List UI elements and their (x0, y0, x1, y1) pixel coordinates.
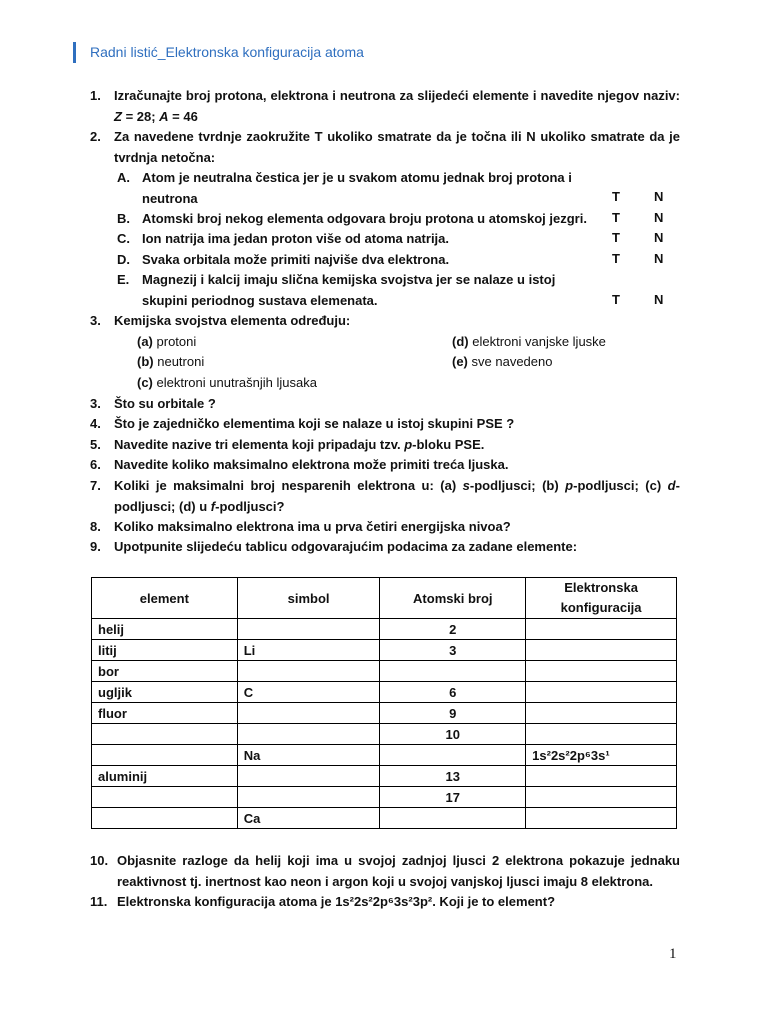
table-cell: 6 (380, 682, 526, 703)
table-header-row (92, 578, 677, 619)
question-number: 1. (90, 88, 101, 103)
question-text: Izračunajte broj protona, elektrona i neutrona za slijedeći elemente i navedite njegov naziv: Z = 28; A = 46 (114, 88, 680, 124)
table-cell (526, 682, 677, 703)
false-option[interactable]: N (654, 189, 664, 204)
table-cell (92, 808, 238, 829)
table-cell: ugljik (92, 682, 238, 703)
option-b: (b) neutroni (137, 354, 205, 369)
table-row (92, 640, 677, 661)
question-text: Što je zajedničko elementima koji se nalaze u istoj skupini PSE ? (114, 416, 515, 431)
question-text: Kemijska svojstva elementa određuju: (114, 313, 351, 328)
table-row (92, 661, 677, 682)
table-cell (526, 808, 677, 829)
question-text: Koliki je maksimalni broj nesparenih elektrona u: (a) s-podljusci; (b) p-podljusci; (c) d-podljusci; (d) u f-podljusci? (114, 478, 680, 514)
table-cell: C (237, 682, 380, 703)
table-cell: Na (237, 745, 380, 766)
table-cell (526, 766, 677, 787)
table-cell: aluminij (92, 766, 238, 787)
table-cell (92, 787, 238, 808)
question-number: 9. (90, 539, 101, 554)
question-number: 8. (90, 519, 101, 534)
question-number: 4. (90, 416, 101, 431)
column-header: Elektronska konfiguracija (526, 578, 677, 619)
table-cell: litij (92, 640, 238, 661)
table-cell (380, 808, 526, 829)
table-row (92, 787, 677, 808)
column-header: element (92, 578, 238, 619)
question-text: Elektronska konfiguracija atoma je 1s²2s²2p⁶3s²3p². Koji je to element? (117, 894, 556, 909)
table-cell: Li (237, 640, 380, 661)
false-option[interactable]: N (654, 292, 664, 307)
table-cell: 13 (380, 766, 526, 787)
option-c: (c) elektroni unutrašnjih ljusaka (137, 375, 317, 390)
column-header: simbol (237, 578, 380, 619)
table-row (92, 682, 677, 703)
table-cell: 17 (380, 787, 526, 808)
question-number: 6. (90, 457, 101, 472)
option-e: (e) sve navedeno (452, 354, 553, 369)
table-cell (237, 724, 380, 745)
question-7 (90, 476, 680, 518)
column-header: Atomski broj (380, 578, 526, 619)
table-cell (92, 724, 238, 745)
table-cell (526, 787, 677, 808)
question-number: 5. (90, 437, 101, 452)
table-cell: fluor (92, 703, 238, 724)
question-text: Koliko maksimalno elektrona ima u prva četiri energijska nivoa? (114, 519, 511, 534)
table-row (92, 808, 677, 829)
table-cell: bor (92, 661, 238, 682)
table-cell: 9 (380, 703, 526, 724)
table-cell: Ca (237, 808, 380, 829)
table-cell (237, 766, 380, 787)
table-cell: 1s²2s²2p⁶3s¹ (526, 745, 677, 766)
table-cell: 3 (380, 640, 526, 661)
question-text: Za navedene tvrdnje zaokružite T ukoliko smatrate da je točna ili N ukoliko smatrate da je tvrdnja netočna: (114, 129, 680, 165)
question-number: 7. (90, 478, 101, 493)
table-cell: 2 (380, 619, 526, 640)
table-cell (526, 619, 677, 640)
table-cell (237, 703, 380, 724)
false-option[interactable]: N (654, 210, 664, 225)
table-row (92, 766, 677, 787)
question-text: Navedite koliko maksimalno elektrona može primiti treća ljuska. (114, 457, 509, 472)
true-option[interactable]: T (612, 230, 620, 245)
question-number: 11. (90, 894, 108, 909)
option-d: (d) elektroni vanjske ljuske (452, 334, 606, 349)
question-number: 2. (90, 129, 101, 144)
question-number: 10. (90, 853, 109, 868)
table-row (92, 703, 677, 724)
question-2 (90, 127, 680, 169)
true-option[interactable]: T (612, 251, 620, 266)
false-option[interactable]: N (654, 230, 664, 245)
elements-table (91, 577, 677, 829)
table-cell (237, 619, 380, 640)
question-text: Navedite nazive tri elementa koji pripadaju tzv. p-bloku PSE. (114, 437, 485, 452)
table-cell (237, 661, 380, 682)
table-row (92, 745, 677, 766)
table-row (92, 724, 677, 745)
table-cell (526, 640, 677, 661)
document-header: Radni listić_Elektronska konfiguracija atoma (73, 42, 364, 63)
table-cell (380, 661, 526, 682)
table-cell (526, 724, 677, 745)
question-10 (90, 851, 680, 893)
table-cell (526, 703, 677, 724)
question-text: Što su orbitale ? (114, 396, 216, 411)
table-cell (237, 787, 380, 808)
table-cell (380, 745, 526, 766)
table-cell: 10 (380, 724, 526, 745)
question-text: Upotpunite slijedeću tablicu odgovarajućim podacima za zadane elemente: (114, 539, 578, 554)
false-option[interactable]: N (654, 251, 664, 266)
question-number: 3. (90, 313, 101, 328)
table-row (92, 619, 677, 640)
table-cell (526, 661, 677, 682)
true-option[interactable]: T (612, 210, 620, 225)
question-number: 3. (90, 396, 101, 411)
table-cell (92, 745, 238, 766)
true-option[interactable]: T (612, 189, 620, 204)
true-option[interactable]: T (612, 292, 620, 307)
page-number: 1 (669, 946, 677, 962)
table-cell: helij (92, 619, 238, 640)
question-1 (90, 86, 680, 128)
question-text: Objasnite razloge da helij koji ima u svojoj zadnjoj ljusci 2 elektrona pokazuje jednaku reaktivnost tj. inertnost kao neon i argon koji u svojoj vanjskoj ljusci imaju 8 elektrona. (117, 853, 680, 889)
option-a: (a) protoni (137, 334, 197, 349)
